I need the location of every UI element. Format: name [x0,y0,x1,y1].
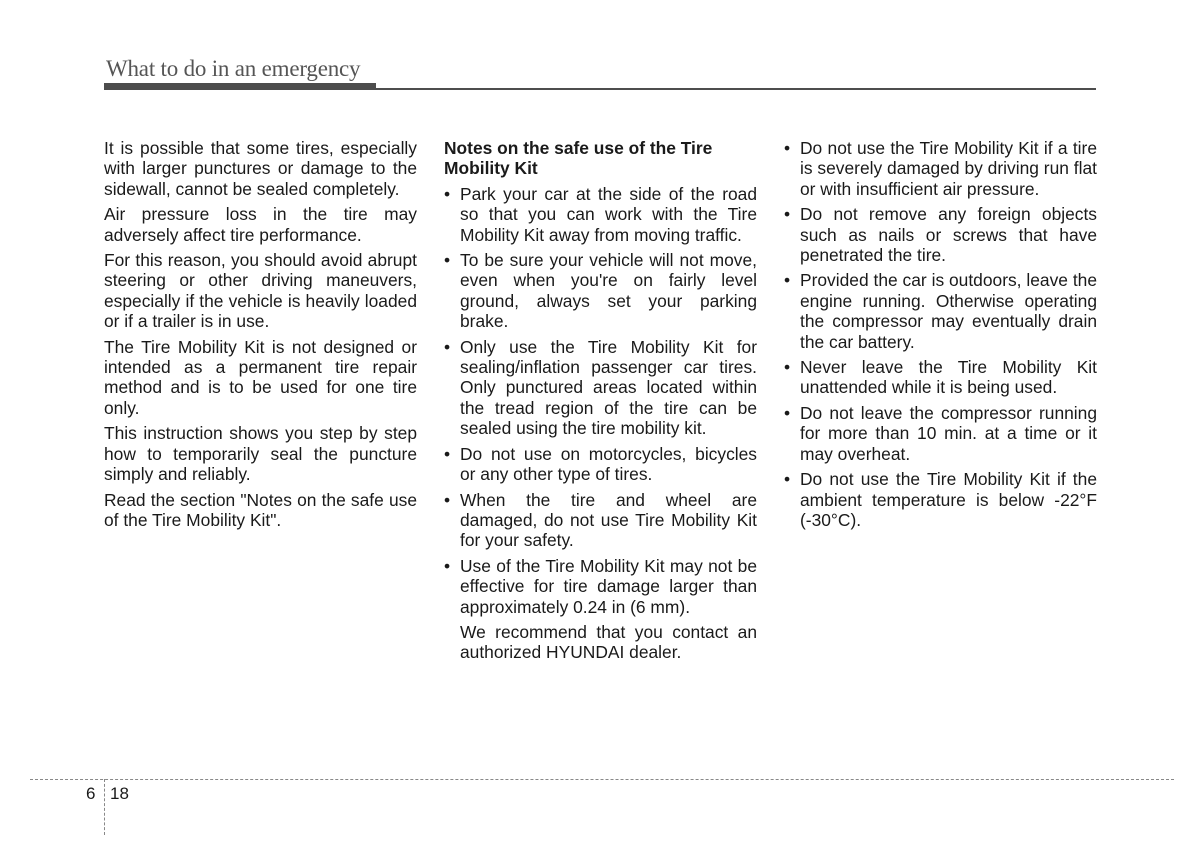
bullet-icon: • [444,443,451,464]
dealer-note: We recommend that you contact an authorized HYUNDAI dealer. [460,621,757,663]
bullet-icon: • [784,138,791,158]
column-3 [784,138,1097,535]
list-item [444,250,757,332]
list-item [784,403,1097,464]
column-2 [444,138,757,668]
header-rule [104,88,1096,90]
list-item [444,337,757,439]
paragraph: For this reason, you should avoid abrupt steering or other driving maneuvers, especially if the vehicle is heavily loaded or if a trailer is in use. [104,250,417,332]
section-title: What to do in an emergency [106,56,361,81]
section-heading: Notes on the safe use of the Tire Mobility Kit [444,138,713,179]
list-item-text: Use of the Tire Mobility Kit may not be effective for tire damage larger than approximately 0.24 in (6 mm). [460,555,757,617]
paragraph: Read the section "Notes on the safe use of the Tire Mobility Kit". [104,489,417,530]
bullet-icon: • [784,270,791,291]
list-item [784,138,1097,199]
bullet-icon: • [444,555,451,576]
list-item-text: Provided the car is outdoors, leave the engine running. Otherwise operating the compressor may eventually drain the car battery. [800,270,1097,352]
footer-rule [30,779,1174,780]
list-item [784,469,1097,530]
bullet-icon: • [784,402,791,423]
column-1 [104,138,417,535]
bullet-icon: • [444,183,451,204]
paragraph: The Tire Mobility Kit is not designed or intended as a permanent tire repair method and is to be used for one tire only. [104,336,417,418]
chapter-number: 6 [86,784,96,803]
bullet-icon: • [784,204,791,225]
list-item [444,490,757,551]
list-item-text: Only use the Tire Mobility Kit for sealing/inflation passenger car tires. Only punctured areas located within the tread region of the tire can be sealed using the tire mobility kit. [460,336,757,439]
paragraph: Air pressure loss in the tire may adversely affect tire performance. [104,204,417,245]
list-item [444,444,757,485]
list-item [444,556,757,617]
bullet-icon: • [444,250,451,271]
list-item [784,204,1097,265]
list-item [784,270,1097,352]
list-item-text: Do not use the Tire Mobility Kit if a tire is severely damaged by driving run flat or with insufficient air pressure. [800,138,1097,199]
list-item-text: Park your car at the side of the road so that you can work with the Tire Mobility Kit away from moving traffic. [460,183,757,245]
list-item-text: Do not remove any foreign objects such as nails or screws that have penetrated the tire. [800,204,1097,266]
list-item-text: Do not use on motorcycles, bicycles or any other type of tires. [460,443,757,485]
page-number: 18 [110,784,129,803]
paragraph: It is possible that some tires, especially with larger punctures or damage to the sidewall, cannot be sealed completely. [104,138,417,199]
list-item [784,357,1097,398]
bullet-icon: • [784,357,791,378]
paragraph: This instruction shows you step by step how to temporarily seal the puncture simply and reliably. [104,423,417,485]
bullet-icon: • [444,489,451,510]
list-item-text: When the tire and wheel are damaged, do not use Tire Mobility Kit for your safety. [460,489,757,551]
list-item [444,184,757,245]
bullet-icon: • [784,469,791,490]
list-item-text: Do not use the Tire Mobility Kit if the ambient temperature is below -22°F (-30°C). [800,469,1097,530]
list-item-text: To be sure your vehicle will not move, even when you're on fairly level ground, always set your parking brake. [460,250,757,332]
bullet-icon: • [444,336,451,357]
footer-divider [104,779,105,835]
list-item-text: Never leave the Tire Mobility Kit unattended while it is being used. [800,357,1097,398]
list-item-text: Do not leave the compressor running for more than 10 min. at a time or it may overheat. [800,402,1097,464]
